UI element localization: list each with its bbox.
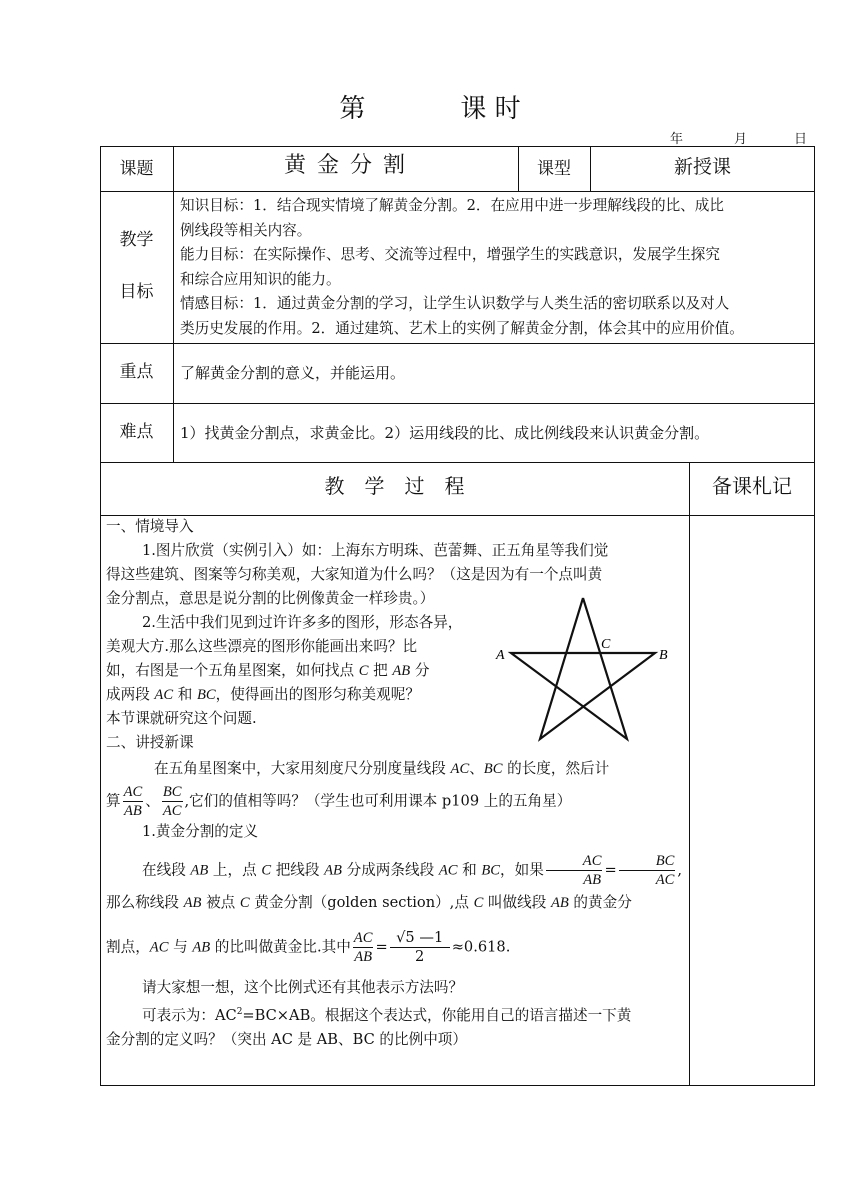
process-header: 教 学 过 程 — [324, 474, 465, 498]
goals-text — [180, 194, 812, 341]
page-title — [0, 88, 860, 125]
notes-header: 备课札记 — [712, 474, 792, 498]
para: 金分割的定义吗？（突出 AC 是 AB、BC 的比例中项） — [106, 1030, 467, 1048]
para: 金分割点，意思是说分割的比例像黄金一样珍贵。） — [106, 590, 435, 607]
fraction-ac-ab: $\frac{AC}{AB}$ — [546, 852, 603, 889]
para: 那么称线段 AB 被点 C 黄金分割（golden section）,点 C 叫做线段 AB 的黄金分 — [106, 894, 632, 911]
point-a-label: A — [496, 648, 505, 663]
goals-label-1: 教学 — [119, 230, 154, 250]
title-right: 课 时 — [460, 94, 521, 124]
para: 2.生活中我们见到过许许多多的图形，形态各异， — [142, 614, 463, 631]
para: 美观大方.那么这些漂亮的图形你能画出来吗？比 — [106, 638, 418, 655]
fraction-bc-ac: $\frac{BC}{AC}$ — [162, 784, 182, 819]
goal-line: 情感目标：1．通过黄金分割的学习，让学生认识数学与人类生活的密切联系以及对人 — [180, 295, 730, 312]
para: 在线段 AB 上，点 C 把线段 AB 分成两条线段 AC 和 BC，如果 $\frac{AC}{AB}$ = $\frac{BC}{AC}$ , — [142, 853, 682, 888]
key-value: 了解黄金分割的意义，并能运用。 — [180, 364, 406, 382]
para: 本节课就研究这个问题. — [106, 710, 257, 727]
para: 算 $\frac{AC}{AB}$ 、 $\frac{BC}{AC}$ ,它们的值相等吗？（学生也可利用课本 p109 上的五角星） — [106, 784, 572, 819]
para: 如，右图是一个五角星图案，如何找点 C 把 AB 分 — [106, 662, 430, 679]
date-day: 日 — [794, 132, 808, 147]
topic-label: 课题 — [119, 159, 154, 179]
para: 请大家想一想，这个比例式还有其他表示方法吗？ — [142, 979, 464, 996]
fraction-ac-ab: $\frac{AC}{AB}$ — [123, 784, 143, 819]
date-month: 月 — [734, 132, 748, 147]
key-label: 重点 — [119, 362, 154, 382]
title-left: 第 — [339, 94, 366, 124]
fraction-ac-ab: $\frac{AC}{AB}$ — [353, 930, 373, 965]
goal-line: 知识目标：1．结合现实情境了解黄金分割。2．在应用中进一步理解线段的比、成比 — [180, 197, 724, 214]
fraction-bc-ac: $\frac{BC}{AC}$ — [619, 852, 676, 889]
type-value: 新授课 — [673, 156, 731, 178]
pentagram-figure — [492, 592, 677, 752]
lesson-plan-table — [100, 146, 815, 1086]
definition-title: 1.黄金分割的定义 — [142, 823, 259, 840]
goal-line: 类历史发展的作用。2．通过建筑、艺术上的实例了解黄金分割，体会其中的应用价值。 — [180, 319, 744, 337]
date-year: 年 — [670, 132, 684, 147]
point-c-label: C — [601, 637, 611, 652]
section-2-title: 二、讲授新课 — [106, 734, 194, 751]
type-label: 课型 — [537, 159, 571, 179]
para: 割点，AC 与 AB 的比叫做黄金比.其中 $\frac{AC}{AB}$ = $\frac{√5 —1}{2}$ ≈0.618. — [106, 929, 511, 965]
para: 1.图片欣赏（实例引入）如：上海东方明珠、芭蕾舞、正五角星等我们觉 — [142, 542, 609, 559]
para: 可表示为：$AC^2=BC\times AB$。根据这个表达式，你能用自己的语言描述一下黄 — [142, 1006, 632, 1024]
section-1-title: 一、情境导入 — [106, 518, 194, 535]
para: 得这些建筑、图案等匀称美观，大家知道为什么吗？（这是因为有一个点叫黄 — [106, 566, 603, 583]
para: 成两段 AC 和 BC，使得画出的图形匀称美观呢？ — [106, 686, 420, 703]
goal-line: 和综合应用知识的能力。 — [180, 270, 341, 288]
goals-label-2: 目标 — [119, 282, 154, 302]
para: 在五角星图案中，大家用刻度尺分别度量线段 AC、BC 的长度，然后计 — [154, 760, 610, 777]
pentagram-star — [511, 598, 655, 739]
difficulty-label: 难点 — [119, 422, 154, 442]
point-b-label: B — [659, 648, 668, 663]
fraction-golden: $\frac{√5 —1}{2}$ — [390, 929, 450, 966]
goal-line: 能力目标：在实际操作、思考、交流等过程中，增强学生的实践意识，发展学生探究 — [180, 246, 720, 263]
goal-line: 例线段等相关内容。 — [180, 221, 312, 239]
difficulty-value: 1）找黄金分割点，求黄金比。2）运用线段的比、成比例线段来认识黄金分割。 — [180, 424, 710, 442]
topic-value: 黄 金 分 割 — [284, 153, 407, 178]
